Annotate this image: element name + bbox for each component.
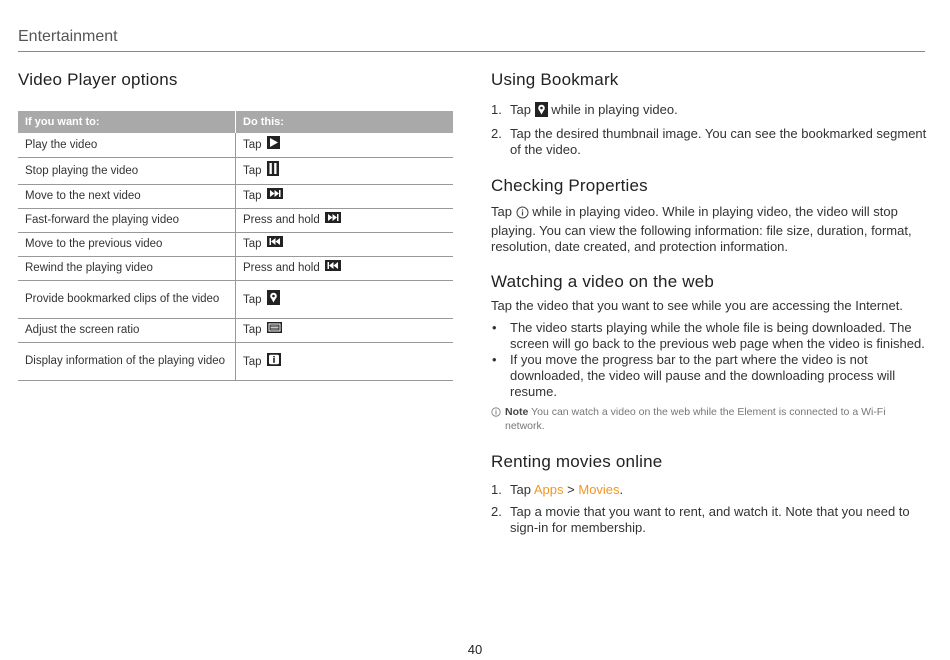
note-label: Note: [505, 406, 529, 418]
task-cell: Rewind the playing video: [18, 257, 236, 281]
page-number: 40: [467, 642, 483, 657]
step-number: 1.: [491, 482, 502, 497]
play-icon: [267, 136, 280, 154]
bullet-text: The video starts playing while the whole file is being downloaded. The screen will go back to the previous web page when the video is finished.: [510, 320, 925, 351]
paragraph-text: Tap: [491, 204, 512, 219]
properties-title: Checking Properties: [491, 176, 648, 195]
action-text: Tap: [243, 238, 262, 251]
renting-step-2: [491, 504, 928, 536]
col-header-task: If you want to:: [18, 111, 236, 133]
info-circle-icon: [491, 407, 501, 421]
action-text: Tap: [243, 355, 262, 368]
table-row: [18, 209, 453, 233]
note-text: You can watch a video on the web while the Element is connected to a Wi-Fi network.: [505, 406, 886, 432]
step-number: 2.: [491, 504, 502, 519]
list-item: [491, 320, 928, 352]
step-number: 1.: [491, 102, 502, 117]
next-icon: [325, 212, 341, 228]
task-cell: Play the video: [18, 133, 236, 158]
apps-link: Apps: [533, 482, 564, 497]
task-cell: Adjust the screen ratio: [18, 319, 236, 343]
table-row: [18, 281, 453, 319]
task-cell: Stop playing the video: [18, 158, 236, 185]
step-text: Tap the desired thumbnail image. You can see the bookmarked segment of the video.: [510, 126, 927, 157]
info-circle-icon: [516, 206, 529, 223]
table-row: [18, 343, 453, 381]
step-text: while in playing video.: [551, 102, 678, 117]
table-row: [18, 158, 453, 185]
action-cell: [236, 319, 454, 343]
period: .: [619, 482, 624, 497]
web-intro: Tap the video that you want to see while you are accessing the Internet.: [491, 298, 903, 313]
table-header-row: [18, 111, 453, 133]
task-cell: Fast-forward the playing video: [18, 209, 236, 233]
table-row: [18, 185, 453, 209]
list-item: [491, 352, 928, 400]
header-divider: [18, 51, 925, 52]
video-options-table: [18, 111, 453, 381]
action-cell: [236, 185, 454, 209]
task-cell: Move to the previous video: [18, 233, 236, 257]
bullet-marker: •: [492, 352, 497, 367]
header-title: Entertainment: [18, 28, 118, 45]
right-column: [491, 70, 928, 536]
action-cell: [236, 343, 454, 381]
renting-step-1: [491, 482, 928, 498]
action-text: Tap: [243, 190, 262, 203]
task-cell: Provide bookmarked clips of the video: [18, 281, 236, 319]
bookmark-step-2: [491, 126, 928, 158]
action-cell: [236, 209, 454, 233]
action-cell: [236, 158, 454, 185]
video-options-section: [18, 70, 453, 381]
table-row: [18, 319, 453, 343]
screen-ratio-icon: [267, 322, 282, 338]
separator: >: [567, 482, 575, 497]
action-cell: [236, 257, 454, 281]
properties-text: [491, 204, 928, 255]
action-text: Tap: [243, 324, 262, 337]
web-title: Watching a video on the web: [491, 272, 715, 291]
previous-icon: [325, 260, 341, 276]
table-row: [18, 133, 453, 158]
next-icon: [267, 188, 283, 204]
action-cell: [236, 133, 454, 158]
info-icon: [267, 353, 281, 371]
action-text: Tap: [243, 139, 262, 152]
action-cell: [236, 281, 454, 319]
bookmark-icon: [267, 290, 280, 310]
action-cell: [236, 233, 454, 257]
col-header-action: Do this:: [236, 111, 454, 133]
bullet-text: If you move the progress bar to the part where the video is not downloaded, the video will pause and the downloading process will resume.: [510, 352, 896, 399]
step-text: Tap: [510, 482, 531, 497]
action-text: Tap: [243, 165, 262, 178]
video-options-title: Video Player options: [18, 70, 178, 89]
bookmark-step-1: [491, 102, 928, 121]
renting-title: Renting movies online: [491, 452, 663, 471]
movies-link: Movies: [578, 482, 620, 497]
pause-icon: [267, 161, 279, 181]
bookmark-icon: [535, 102, 548, 121]
action-text: Tap: [243, 293, 262, 306]
paragraph-text: while in playing video. While in playing video, the video will stop playing. You can view the following information: file size, duration, format, resolution, date created, and protection information.: [491, 204, 912, 254]
task-cell: Display information of the playing video: [18, 343, 236, 381]
task-cell: Move to the next video: [18, 185, 236, 209]
previous-icon: [267, 236, 283, 252]
step-number: 2.: [491, 126, 502, 141]
step-text: Tap: [510, 102, 531, 117]
table-row: [18, 257, 453, 281]
action-text: Press and hold: [243, 214, 320, 227]
bullet-marker: •: [492, 320, 497, 335]
note: [491, 405, 928, 433]
table-row: [18, 233, 453, 257]
step-text: Tap a movie that you want to rent, and watch it. Note that you need to sign-in for membership.: [510, 504, 910, 535]
bookmark-title: Using Bookmark: [491, 70, 619, 89]
action-text: Press and hold: [243, 262, 320, 275]
